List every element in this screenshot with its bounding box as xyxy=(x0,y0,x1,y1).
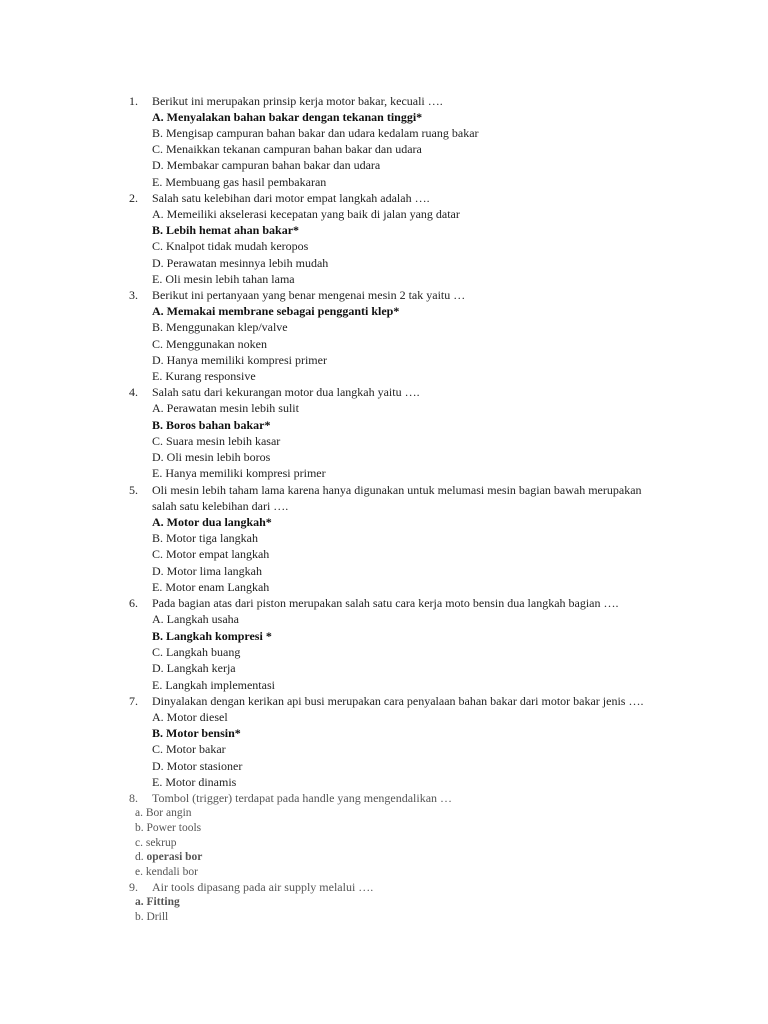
option-1b: B. Mengisap campuran bahan bakar dan udara kedalam ruang bakar xyxy=(152,126,479,140)
question-1 xyxy=(129,93,443,109)
option-8c: c. sekrup xyxy=(135,837,177,849)
question-number: 1. xyxy=(129,94,138,108)
option-2c: C. Knalpot tidak mudah keropos xyxy=(152,239,309,253)
option-3c: C. Menggunakan noken xyxy=(152,337,267,351)
option-2e: E. Oli mesin lebih tahan lama xyxy=(152,272,295,286)
option-3b: B. Menggunakan klep/valve xyxy=(152,320,288,334)
option-8e: e. kendali bor xyxy=(135,866,198,878)
question-text: Pada bagian atas dari piston merupakan salah satu cara kerja moto bensin dua langkah bagian …. xyxy=(152,596,619,610)
option-5c: C. Motor empat langkah xyxy=(152,547,270,561)
question-number: 4. xyxy=(129,385,138,399)
option-1a: A. Menyalakan bahan bakar dengan tekanan tinggi* xyxy=(152,110,423,124)
question-text: Berikut ini merupakan prinsip kerja motor bakar, kecuali …. xyxy=(152,94,443,108)
question-7 xyxy=(129,693,644,709)
option-5a: A. Motor dua langkah* xyxy=(152,515,272,529)
question-number: 3. xyxy=(129,288,138,302)
option-5b: B. Motor tiga langkah xyxy=(152,531,258,545)
question-text: Berikut ini pertanyaan yang benar mengenai mesin 2 tak yaitu … xyxy=(152,288,466,302)
option-2d: D. Perawatan mesinnya lebih mudah xyxy=(152,256,329,270)
option-2b: B. Lebih hemat ahan bakar* xyxy=(152,223,300,237)
question-5-continuation: salah satu kelebihan dari …. xyxy=(152,499,289,513)
option-9a: a. Fitting xyxy=(135,896,180,908)
question-text: Salah satu kelebihan dari motor empat langkah adalah …. xyxy=(152,191,430,205)
option-6b: B. Langkah kompresi * xyxy=(152,629,272,643)
question-4 xyxy=(129,384,420,400)
option-1d: D. Membakar campuran bahan bakar dan udara xyxy=(152,158,381,172)
option-7d: D. Motor stasioner xyxy=(152,759,243,773)
option-5d: D. Motor lima langkah xyxy=(152,564,262,578)
option-3a: A. Memakai membrane sebagai pengganti klep* xyxy=(152,304,400,318)
question-2 xyxy=(129,190,430,206)
question-3 xyxy=(129,287,466,303)
option-1e: E. Membuang gas hasil pembakaran xyxy=(152,175,327,189)
option-8d-text: operasi bor xyxy=(146,851,203,863)
option-4e: E. Hanya memiliki kompresi primer xyxy=(152,466,326,480)
option-6e: E. Langkah implementasi xyxy=(152,678,275,692)
question-9 xyxy=(129,879,374,895)
question-number: 8. xyxy=(129,791,138,805)
option-4d: D. Oli mesin lebih boros xyxy=(152,450,271,464)
option-7c: C. Motor bakar xyxy=(152,742,226,756)
option-7a: A. Motor diesel xyxy=(152,710,228,724)
option-4b: B. Boros bahan bakar* xyxy=(152,418,271,432)
question-5 xyxy=(129,482,642,498)
question-text: Tombol (trigger) terdapat pada handle yang mengendalikan … xyxy=(152,791,453,805)
option-6c: C. Langkah buang xyxy=(152,645,241,659)
option-8d xyxy=(135,849,202,865)
question-text: Oli mesin lebih taham lama karena hanya digunakan untuk melumasi mesin bagian bawah merupakan xyxy=(152,483,642,497)
question-number: 7. xyxy=(129,694,138,708)
option-5e: E. Motor enam Langkah xyxy=(152,580,270,594)
option-7e: E. Motor dinamis xyxy=(152,775,237,789)
question-text: Salah satu dari kekurangan motor dua langkah yaitu …. xyxy=(152,385,420,399)
question-number: 2. xyxy=(129,191,138,205)
option-8d-letter: d. xyxy=(135,851,147,863)
option-3e: E. Kurang responsive xyxy=(152,369,256,383)
question-text: Air tools dipasang pada air supply melalui …. xyxy=(152,880,374,894)
option-3d: D. Hanya memiliki kompresi primer xyxy=(152,353,327,367)
option-2a: A. Memeiliki akselerasi kecepatan yang baik di jalan yang datar xyxy=(152,207,460,221)
option-1c: C. Menaikkan tekanan campuran bahan bakar dan udara xyxy=(152,142,422,156)
option-8a: a. Bor angin xyxy=(135,807,192,819)
question-number: 5. xyxy=(129,483,138,497)
question-6 xyxy=(129,595,619,611)
question-number: 6. xyxy=(129,596,138,610)
option-6d: D. Langkah kerja xyxy=(152,661,236,675)
option-7b: B. Motor bensin* xyxy=(152,726,241,740)
option-9b: b. Drill xyxy=(135,911,169,923)
option-4a: A. Perawatan mesin lebih sulit xyxy=(152,401,299,415)
option-8b: b. Power tools xyxy=(135,822,202,834)
option-4c: C. Suara mesin lebih kasar xyxy=(152,434,281,448)
question-8 xyxy=(129,790,453,806)
question-text: Dinyalakan dengan kerikan api busi merupakan cara penyalaan bahan bakar dari motor bakar jenis …. xyxy=(152,694,644,708)
question-number: 9. xyxy=(129,880,138,894)
option-6a: A. Langkah usaha xyxy=(152,612,239,626)
